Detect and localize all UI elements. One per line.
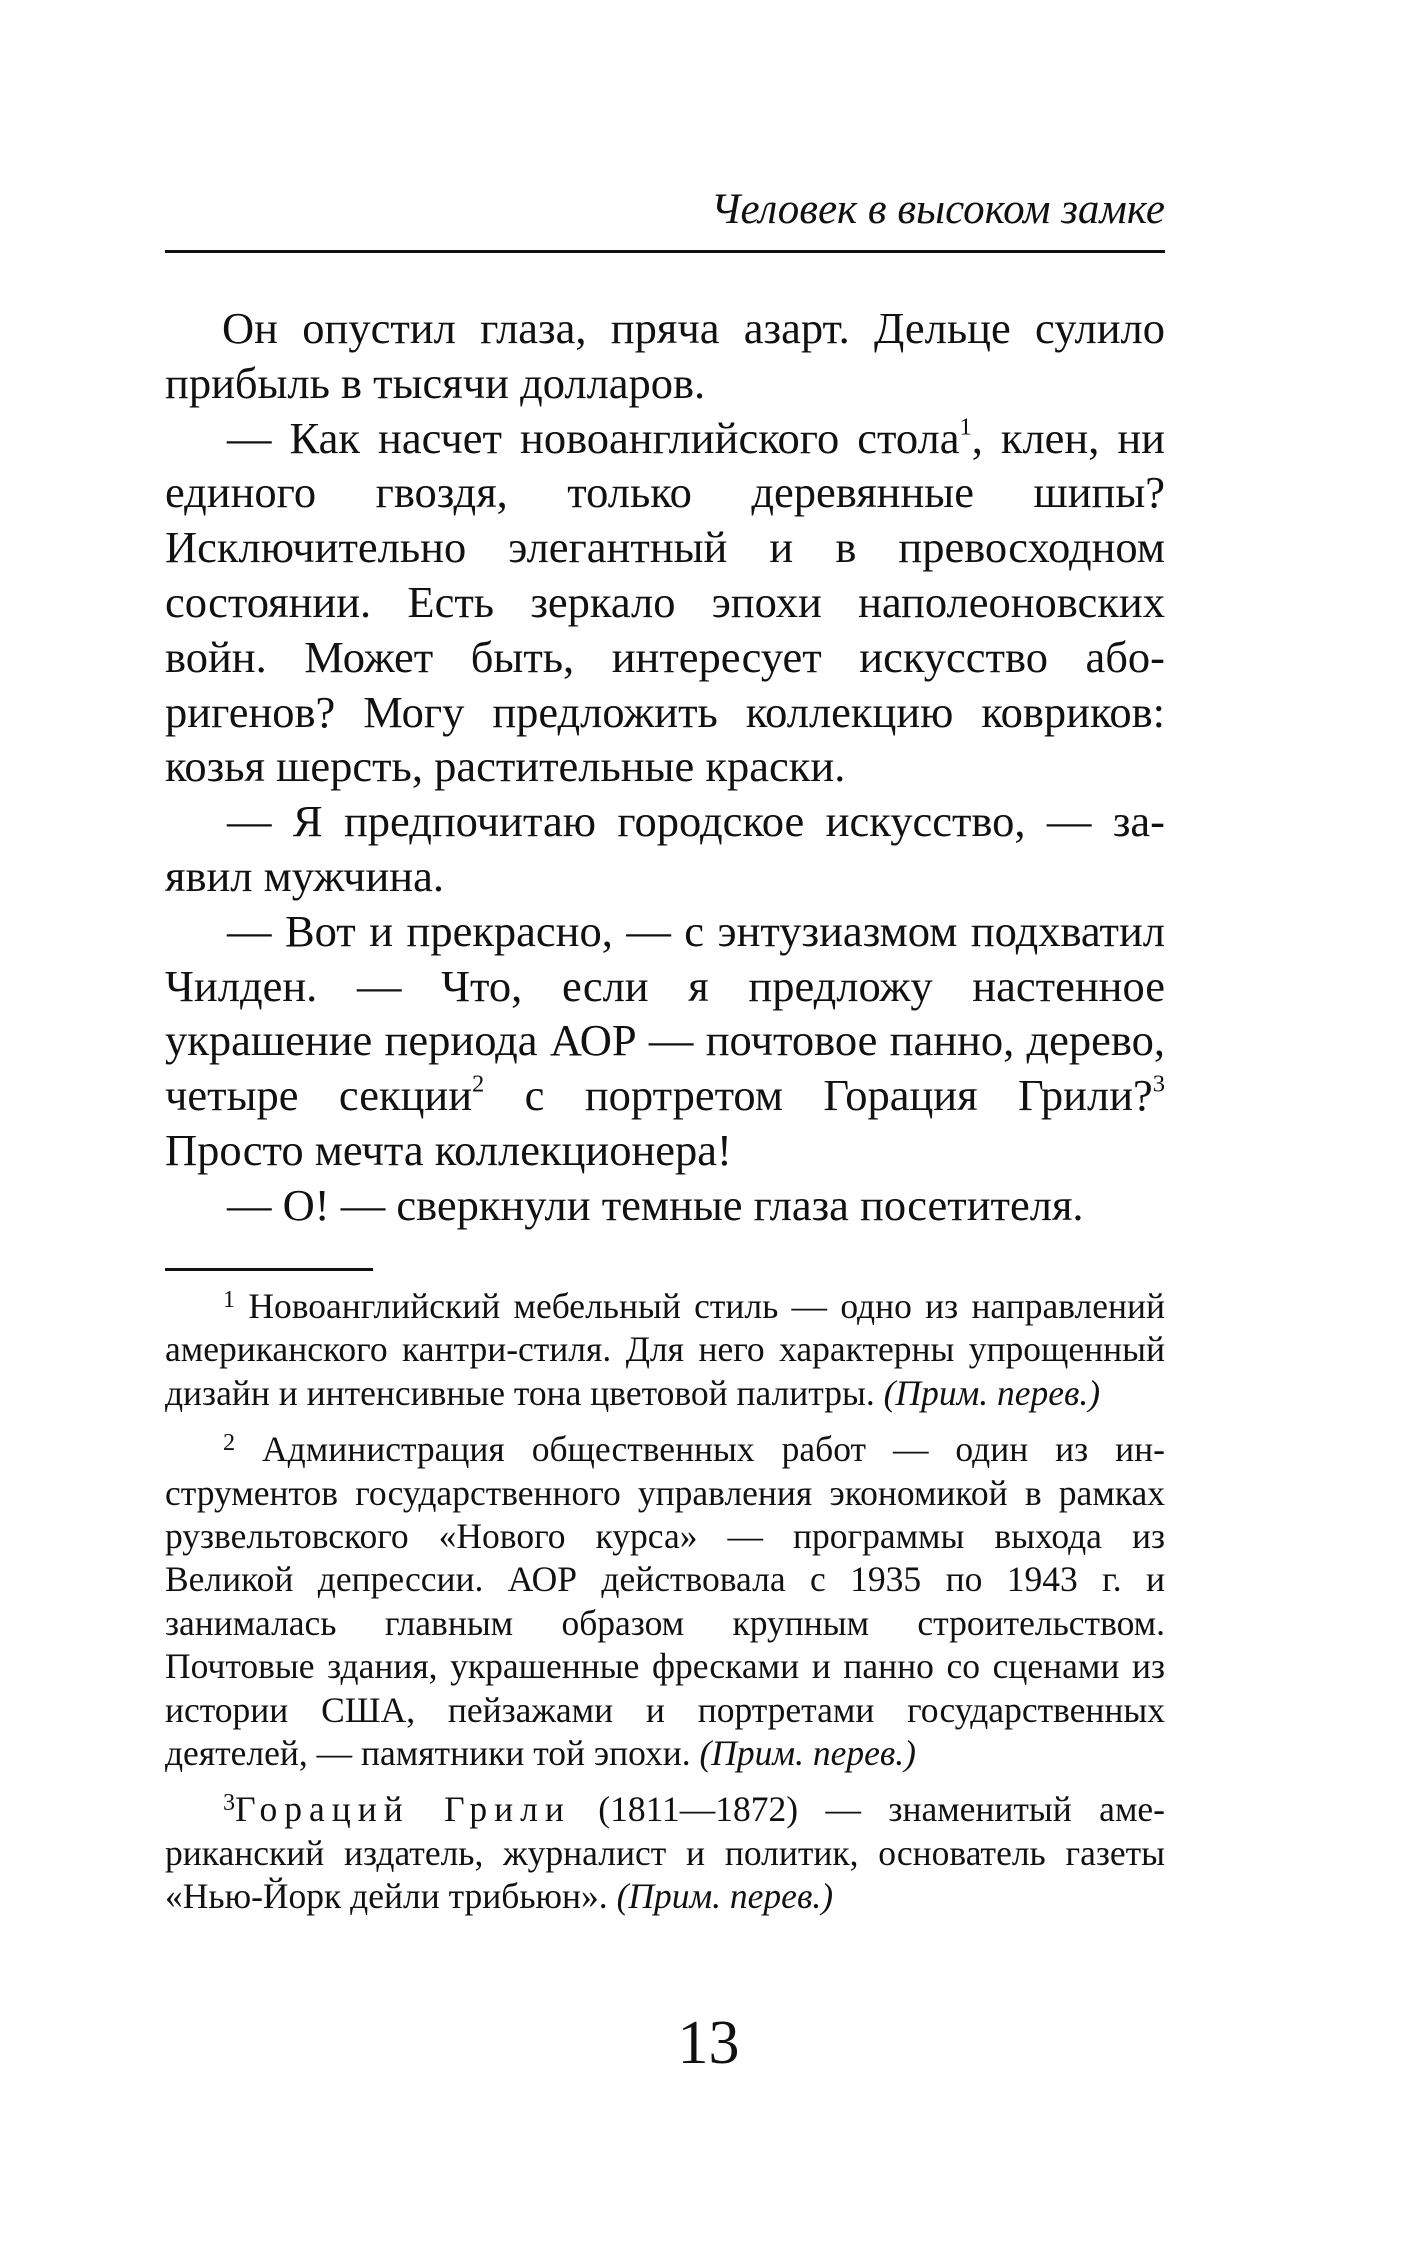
footnote-3-note: (Прим. перев.) bbox=[616, 1876, 834, 1917]
main-text bbox=[165, 301, 1165, 1233]
footnote-2-note: (Прим. перев.) bbox=[699, 1733, 916, 1774]
footnote-2 bbox=[165, 1428, 1165, 1775]
page-number: 13 bbox=[677, 2009, 740, 2077]
paragraph-1 bbox=[165, 301, 1165, 411]
paragraph-3-text: — Я предпочитаю городское искусство, — заявил мужчина. bbox=[165, 796, 1165, 901]
paragraph-2-text-b: , клен, ни единого гвоздя, только деревянные шипы? Исключительно элегантный и в превосходном состоянии. Есть зеркало эпохи наполеоновских войн. Может быть, интересует искусство аборигенов? Могу предложить коллекцию ковриков: козья шерсть, растительные краски. bbox=[165, 412, 1165, 792]
paragraph-5-text: — О! — сверкнули темные глаза посетителя. bbox=[227, 1179, 1084, 1230]
footnote-ref-2[interactable]: 2 bbox=[472, 1070, 485, 1098]
footnote-ref-1[interactable]: 1 bbox=[959, 413, 972, 441]
footnote-rule bbox=[165, 1268, 373, 1271]
footnote-2-mark: 2 bbox=[223, 1429, 236, 1457]
footnote-2-text: Администрация общественных работ — один из инструментов государственного управления экономикой в рамках рузвельтовского «Нового курса» — программы выхода из Великой депрессии. АОР действовала с 1935 по 1943 г. и занималась главным образом крупным строительством. Почтовые здания, украшенные фресками и панно со сценами из истории США, пейзажами и портретами государственных деятелей, — памятники той эпохи. bbox=[165, 1429, 1165, 1774]
paragraph-4-text-c: Просто мечта коллекционера! bbox=[165, 1124, 732, 1175]
footnote-3-name: Гораций Грили bbox=[235, 1789, 571, 1830]
paragraph-2-text-a: — Как насчет новоанглийского стола bbox=[227, 412, 960, 463]
footnote-ref-3[interactable]: 3 bbox=[1152, 1070, 1165, 1098]
paragraph-4-text-b: с портретом Горация Грили? bbox=[484, 1070, 1153, 1121]
running-title: Человек в высоком замке bbox=[710, 186, 1165, 233]
paragraph-2 bbox=[165, 411, 1165, 795]
paragraph-5 bbox=[165, 1178, 1165, 1233]
paragraph-4 bbox=[165, 904, 1165, 1178]
footnote-3 bbox=[165, 1788, 1165, 1918]
footnotes bbox=[165, 1285, 1165, 1919]
paragraph-1-text: Он опустил глаза, пряча азарт. Дельце сулило прибыль в тысячи долларов. bbox=[165, 303, 1165, 408]
footnote-1-mark: 1 bbox=[223, 1286, 236, 1314]
paragraph-3 bbox=[165, 794, 1165, 904]
footnote-1-note: (Прим. перев.) bbox=[883, 1372, 1101, 1413]
footnote-1 bbox=[165, 1285, 1165, 1415]
footnote-3-mark: 3 bbox=[223, 1789, 236, 1817]
footnote-1-text: Новоанглийский мебельный стиль — одно из направлений американского кантри-стиля. Для него характерны упрощенный дизайн и интенсивные тона цветовой палитры. bbox=[165, 1286, 1165, 1413]
header-rule bbox=[165, 250, 1165, 253]
paragraph-4-text-a: — Вот и прекрасно, — с энтузиазмом подхватил Чилден. — Что, если я предложу настенное украшение периода АОР — почтовое панно, дерево, четыре секции bbox=[165, 905, 1165, 1121]
footnote-3-text: (1811—1872) — знаменитый американский издатель, журналист и политик, основатель газеты «Нью-Йорк дейли трибьюн». bbox=[165, 1789, 1165, 1917]
